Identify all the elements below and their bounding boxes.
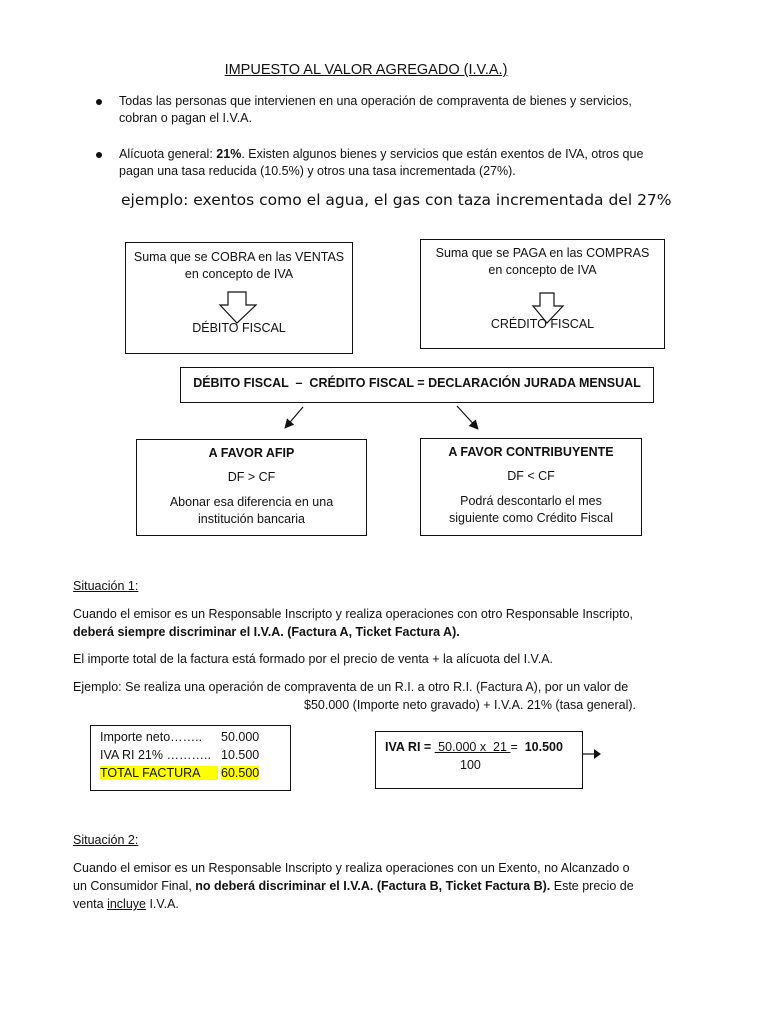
bullet-item (96, 93, 666, 127)
arrow-right-icon (457, 406, 478, 429)
example-note: ejemplo: exentos como el agua, el gas con taza incrementada del 27% (121, 191, 672, 209)
afip-box (136, 439, 367, 536)
sit1-heading: Situación 1: (73, 579, 139, 593)
bullet-item (96, 146, 666, 180)
iva-calc-box (375, 731, 583, 789)
debito-line1: Suma que se COBRA en las VENTAS (133, 250, 345, 264)
table-row: Importe neto…….. 50.000 (100, 730, 260, 744)
credito-label: CRÉDITO FISCAL (490, 317, 595, 331)
invoice-table (90, 725, 291, 791)
bullet-text: Alícuota general: 21%. Existen algunos bienes y servicios que están exentos de IVA, otros que pagan una tasa reducida (10.5%) y otros una tasa incrementada (27%). (119, 147, 644, 178)
afip-condition: DF > CF (227, 470, 276, 484)
credito-line1: Suma que se PAGA en las COMPRAS (435, 246, 650, 260)
sit2-heading: Situación 2: (73, 833, 139, 847)
bullet-text: Todas las personas que intervienen en una operación de compraventa de bienes y servicios, cobran o pagan el I.V.A. (119, 94, 632, 125)
arrow-left-icon (285, 407, 303, 428)
bullet-icon (96, 152, 102, 158)
contrib-desc2: siguiente como Crédito Fiscal (449, 511, 613, 525)
bullet-icon (96, 99, 102, 105)
sit2-paragraph: Cuando el emisor es un Responsable Inscripto y realiza operaciones con un Exento, no Alcanzado o un Consumidor Final, no deberá discriminar el I.V.A. (Factura B, Ticket Factura B). Este precio de venta incluye I.V.A. (73, 861, 634, 911)
contrib-condition: DF < CF (507, 469, 555, 483)
debito-line2: en concepto de IVA (184, 267, 294, 281)
down-arrow-icon (219, 291, 259, 325)
sit1-paragraph2: El importe total de la factura está formado por el precio de venta + la alícuota del I.V.A. (73, 652, 554, 666)
afip-desc1: Abonar esa diferencia en una (169, 495, 334, 509)
arrow-right-icon (583, 748, 603, 760)
split-arrows (0, 400, 768, 460)
credito-line2: en concepto de IVA (488, 263, 597, 277)
iva-calc-line: IVA RI = 50.000 x 21 = 10.500 (385, 740, 563, 754)
formula-box (180, 367, 654, 403)
contrib-title: A FAVOR CONTRIBUYENTE (448, 445, 614, 459)
contrib-desc1: Podrá descontarlo el mes (460, 494, 602, 508)
iva-calc-denominator: 100 (460, 758, 481, 772)
page-title: IMPUESTO AL VALOR AGREGADO (I.V.A.) (224, 62, 508, 78)
sit1-paragraph3: Ejemplo: Se realiza una operación de compraventa de un R.I. a otro R.I. (Factura A), por un valor de $50.000 (Importe neto gravado) + I.V.A. 21% (tasa general). (73, 680, 637, 712)
contribuyente-box (420, 438, 642, 536)
table-row-total: TOTAL FACTURA 60.500 (100, 766, 260, 780)
credito-box (420, 239, 665, 349)
sit1-paragraph1: Cuando el emisor es un Responsable Inscripto y realiza operaciones con otro Responsable Inscripto, deberá siempre discriminar el I.V.A. (Factura A, Ticket Factura A). (73, 607, 634, 639)
formula-text: DÉBITO FISCAL – CRÉDITO FISCAL = DECLARACIÓN JURADA MENSUAL (193, 376, 641, 390)
debito-box (125, 242, 353, 354)
table-row: IVA RI 21% ……….. 10.500 (100, 748, 260, 762)
debito-label: DÉBITO FISCAL (192, 321, 286, 335)
afip-title: A FAVOR AFIP (208, 446, 295, 460)
afip-desc2: institución bancaria (197, 512, 305, 526)
